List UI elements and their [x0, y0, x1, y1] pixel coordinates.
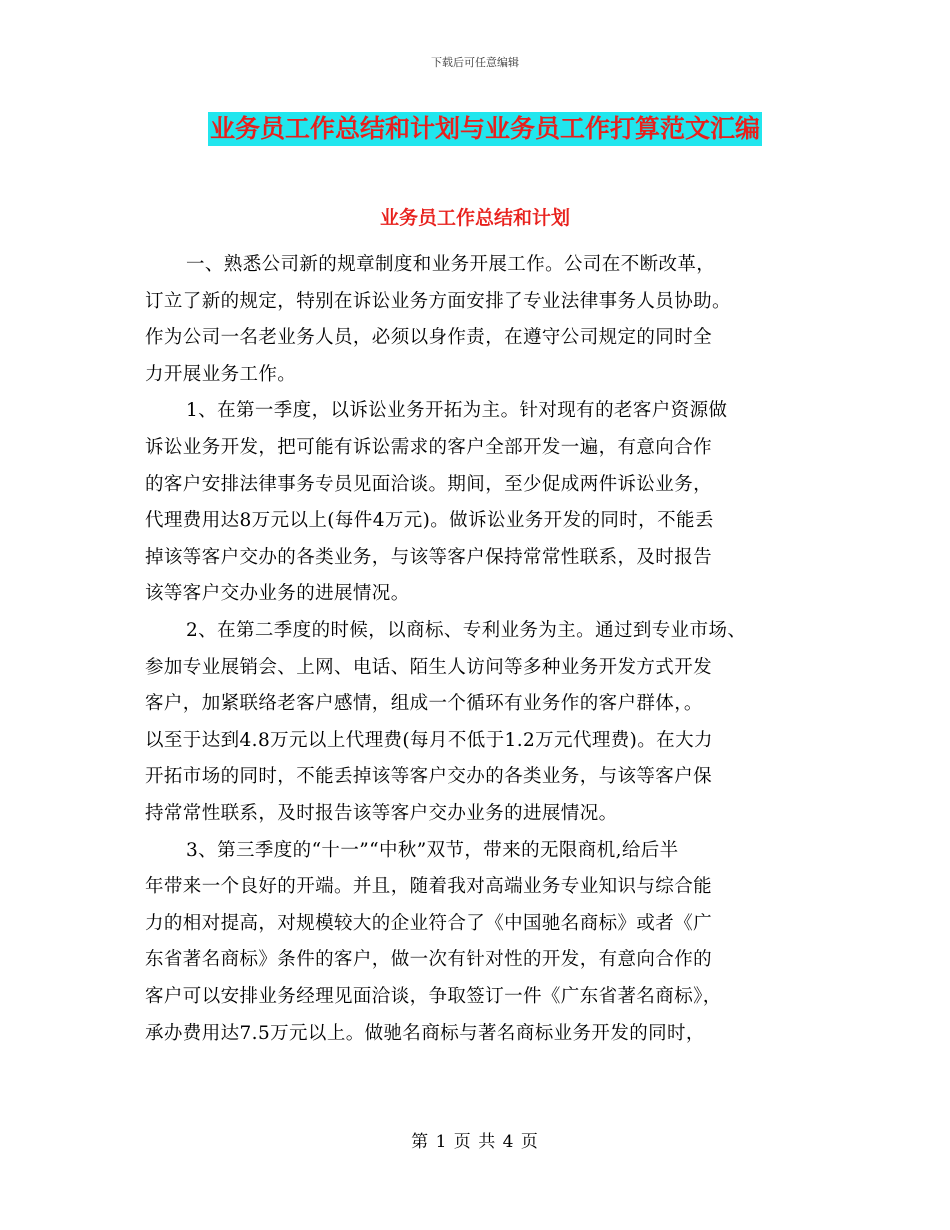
paragraph-line: 掉该等客户交办的各类业务，与该等客户保持常常性联系，及时报告 [145, 546, 713, 568]
paragraph-line: 客户可以安排业务经理见面洽谈，争取签订一件《广东省著名商标》， [145, 986, 722, 1007]
paragraph-line: 东省著名商标》条件的客户，做一次有针对性的开发，有意向合作的 [145, 949, 713, 971]
paragraph-line: 该等客户交办业务的进展情况。 [145, 583, 410, 605]
page-footer: 第 1 页 共 4 页 [411, 1132, 539, 1152]
paragraph-line: 2、在第二季度的时候，以商标、专利业务为主。通过到专业市场、 [186, 620, 747, 641]
paragraph-line: 持常常性联系，及时报告该等客户交办业务的进展情况。 [145, 803, 618, 824]
paragraph-line: 力开展业务工作。 [145, 363, 297, 385]
paragraph-line: 力的相对提高，对规模较大的企业符合了《中国驰名商标》或者《广 [145, 912, 713, 934]
paragraph-line: 订立了新的规定，特别在诉讼业务方面安排了专业法律事务人员协助。 [145, 290, 731, 312]
paragraph-line: 参加专业展销会、上网、电话、陌生人访问等多种业务开发方式开发 [145, 656, 713, 678]
paragraph-line: 代理费用达8万元以上(每件4万元)。做诉讼业务开发的同时，不能丢 [145, 510, 714, 532]
paragraph-line: 年带来一个良好的开端。并且，随着我对高端业务专业知识与综合能 [145, 876, 713, 898]
main-title: 业务员工作总结和计划与业务员工作打算范文汇编 [208, 112, 762, 146]
section-title: 业务员工作总结和计划 [379, 207, 570, 229]
paragraph-line: 1、在第一季度，以诉讼业务开拓为主。针对现有的老客户资源做 [186, 400, 728, 422]
paragraph-line: 作为公司一名老业务人员，必须以身作责，在遵守公司规定的同时全 [145, 327, 713, 349]
paragraph-line: 诉讼业务开发，把可能有诉讼需求的客户全部开发一遍，有意向合作 [145, 437, 713, 458]
paragraph-line: 一、熟悉公司新的规章制度和业务开展工作。公司在不断改革， [186, 254, 716, 275]
paragraph-line: 承办费用达7.5万元以上。做驰名商标与著名商标业务开发的同时， [145, 1022, 705, 1044]
paragraph-line: 开拓市场的同时，不能丢掉该等客户交办的各类业务，与该等客户保 [145, 766, 713, 788]
paragraph-line: 的客户安排法律事务专员见面洽谈。期间，至少促成两件诉讼业务， [145, 473, 713, 495]
paragraph-line: 以至于达到4.8万元以上代理费(每月不低于1.2万元代理费)。在大力 [145, 729, 713, 751]
header-note: 下载后可任意编辑 [431, 56, 519, 69]
paragraph-line: 3、第三季度的“十一”“中秋”双节，带来的无限商机,给后半 [186, 839, 679, 861]
paragraph-line: 客户，加紧联络老客户感情，组成一个循环有业务作的客户群体，。 [145, 693, 703, 715]
